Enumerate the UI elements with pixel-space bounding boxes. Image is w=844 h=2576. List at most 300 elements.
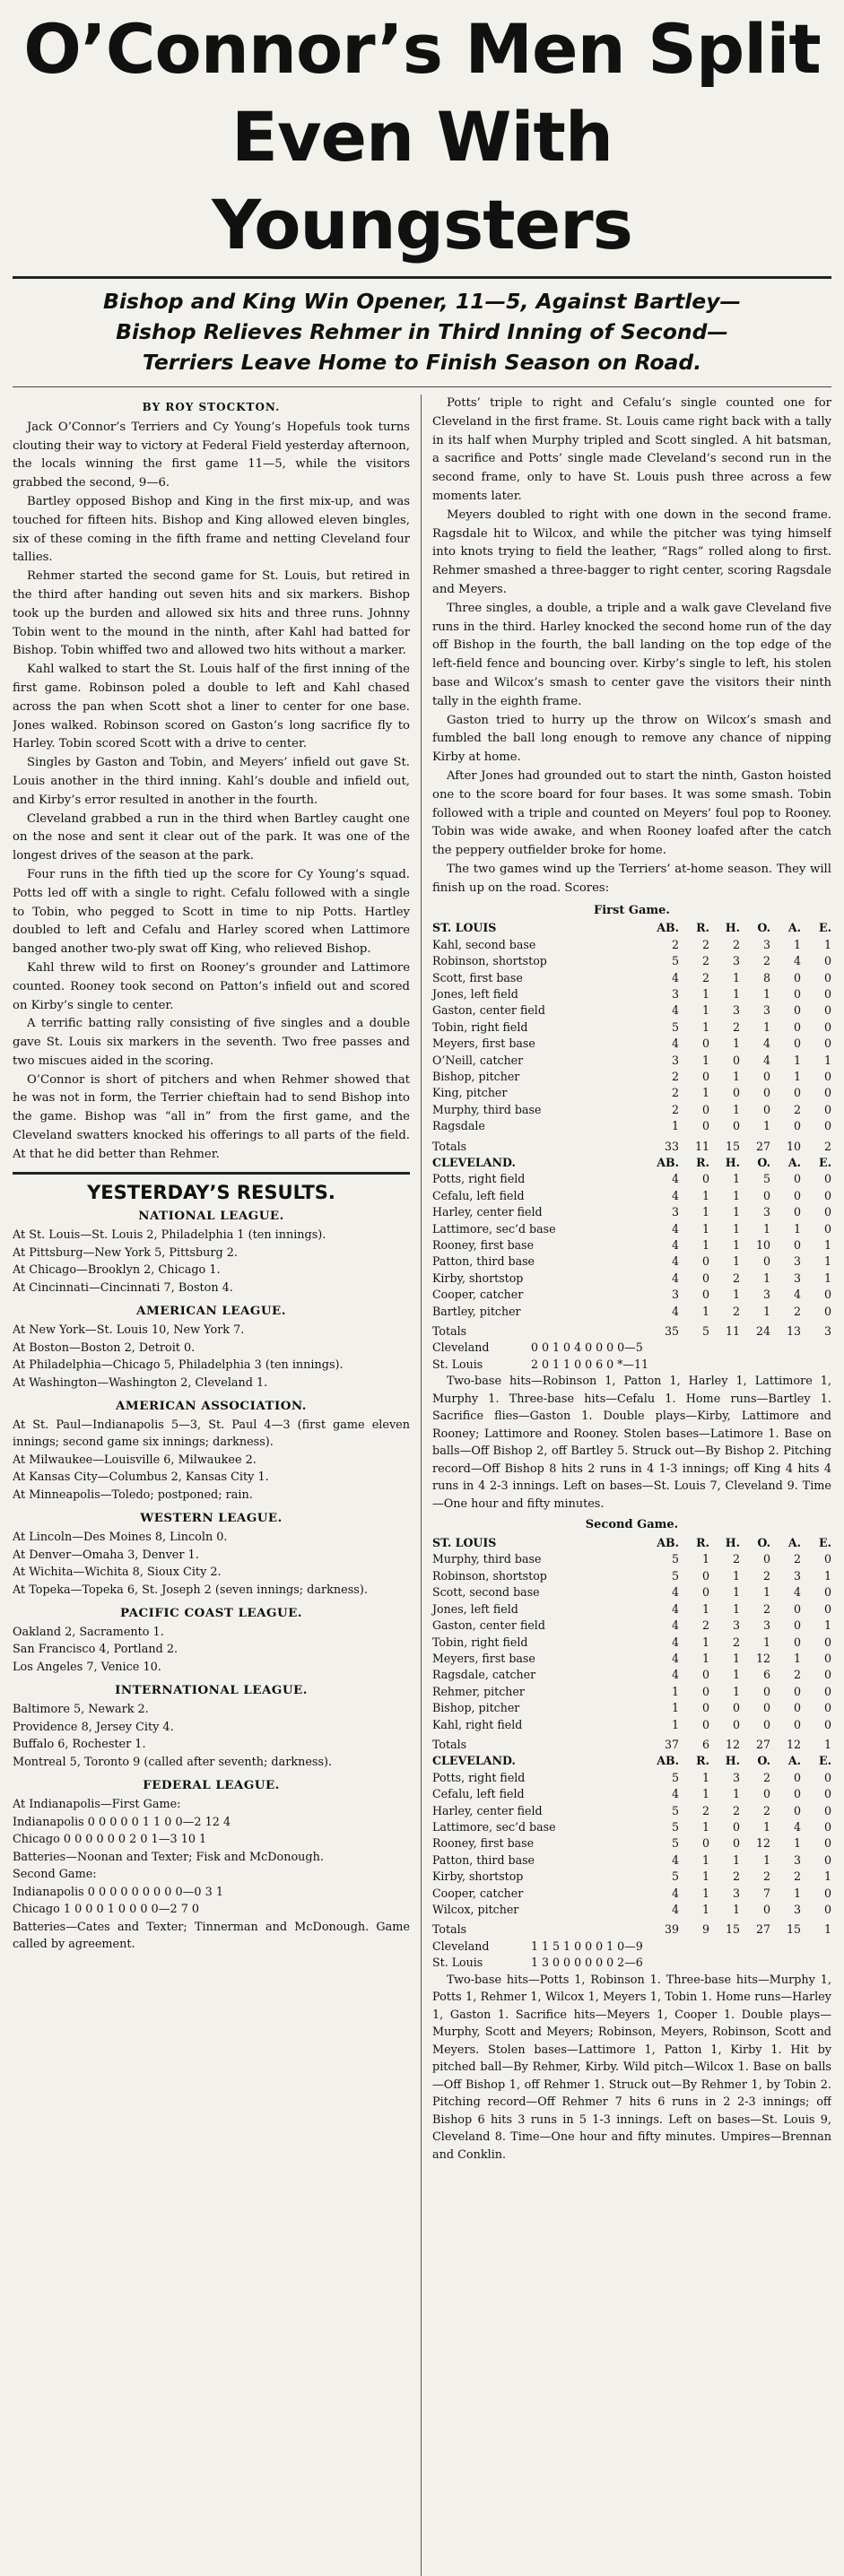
player-name: Murphy, third base: [432, 1102, 542, 1116]
box-score-table: [432, 1155, 831, 1340]
stat-cell: 0: [701, 1271, 709, 1285]
stat-cell: 1: [793, 1886, 801, 1900]
stat-cell: 1: [732, 1787, 740, 1801]
stat-cell: 2: [762, 1869, 770, 1884]
stat-cell: 0: [823, 1119, 831, 1133]
player-name: Wilcox, pitcher: [432, 1903, 519, 1917]
stat-cell: 1: [732, 1684, 740, 1698]
stat-cell: 4: [671, 1903, 679, 1917]
article-columns: [13, 395, 831, 2576]
team-name: ST. LOUIS: [432, 1536, 497, 1550]
game-result: Providence 8, Jersey City 4.: [13, 1720, 174, 1734]
story-paragraph: Potts’ triple to right and Cefalu’s single counted one for Cleveland in the first frame. St. Louis came right back with a tally in its half when Murphy tripled and Scott singled. A hit batsman, a sacrifice and Potts’ single made Cleveland’s second run in the second frame, only to have St. Louis push three across a few moments later.: [432, 396, 831, 503]
player-row: [432, 1819, 831, 1835]
stat-cell: 1: [823, 1869, 831, 1884]
stat-cell: 5: [671, 1803, 679, 1817]
total-cell: 15: [786, 1922, 801, 1937]
player-row: [432, 1835, 831, 1852]
stat-cell: 0: [793, 1770, 801, 1784]
stat-cell: 0: [823, 1102, 831, 1116]
stat-cell: 1: [732, 1903, 740, 1917]
story-right: [432, 395, 831, 898]
column-header: R.: [696, 1754, 709, 1768]
player-name: Tobin, right field: [432, 1635, 528, 1649]
stat-cell: 5: [671, 1819, 679, 1834]
total-cell: 27: [755, 1922, 770, 1937]
game-result: At New York—St. Louis 10, New York 7.: [13, 1323, 245, 1338]
game-summary: Two-base hits—Robinson 1, Patton 1, Harley 1, Lattimore 1, Murphy 1. Three-base hits—Cefalu 1. Home runs—Bartley 1. Sacrifice flies—Gaston 1. Double plays—Kirby, Lattimore and Rooney; Lattimore and Rooney. Stolen bases—Latimore 1. Base on balls—Off Bishop 2, off Bartley 5. Struck out—By Bishop 2. Pitching record—Off Bishop 8 hits 2 runs in 4 1-3 innings; off King 4 hits 4 runs in 4 2-3 innings. Left on bases—St. Louis 7, Cleveland 9. Time—One hour and fifty minutes.: [432, 1375, 831, 1511]
stat-cell: 5: [671, 1770, 679, 1784]
stat-cell: 0: [823, 1585, 831, 1600]
player-name: Kahl, right field: [432, 1717, 523, 1731]
line-score-innings: 0 0 1 0 4 0 0 0 0—5: [531, 1340, 643, 1355]
stat-cell: 0: [762, 1102, 770, 1116]
stat-cell: 1: [762, 1585, 770, 1600]
deck-rule: [13, 386, 831, 387]
stat-cell: 0: [793, 1086, 801, 1100]
stat-cell: 0: [823, 1304, 831, 1318]
line-score-innings: 1 3 0 0 0 0 0 0 2—6: [531, 1956, 643, 1970]
player-row: [432, 1635, 831, 1651]
story-paragraph: A terrific batting rally consisting of five singles and a double gave St. Louis six markers in the seventh. Two free passes and two miscues aided in the scoring.: [13, 1017, 410, 1068]
total-cell: 35: [664, 1324, 679, 1339]
story-paragraph: Jack O’Connor’s Terriers and Cy Young’s Hopefuls took turns clouting their way to victory at Federal Field yesterday afternoon, the locals winning the first game 11—5, while the visitors grabbed the second, 9—6.: [13, 420, 410, 490]
stat-cell: 0: [793, 1635, 801, 1649]
stat-cell: 3: [671, 1053, 679, 1067]
player-name: Harley, center field: [432, 1205, 543, 1219]
line-score-innings: 2 0 1 1 0 0 6 0 *—11: [531, 1357, 649, 1371]
column-header: R.: [696, 921, 709, 935]
player-row: [432, 1601, 831, 1618]
league-heading: NATIONAL LEAGUE.: [138, 1209, 284, 1224]
story-paragraph: The two games wind up the Terriers’ at-home season. They will finish up on the road. Scores:: [432, 862, 831, 895]
stat-cell: 0: [823, 1717, 831, 1731]
stat-cell: 3: [793, 1852, 801, 1867]
player-row: [432, 1803, 831, 1819]
stat-cell: 2: [762, 1601, 770, 1616]
stat-cell: 0: [823, 1903, 831, 1917]
player-name: Rooney, first base: [432, 1238, 535, 1253]
stat-cell: 4: [671, 1618, 679, 1633]
stat-cell: 1: [823, 1568, 831, 1583]
column-header: A.: [787, 1754, 801, 1768]
total-cell: 1: [823, 1922, 831, 1937]
stat-cell: 1: [732, 1102, 740, 1116]
totals-label: Totals: [432, 1139, 467, 1153]
stat-cell: 0: [732, 1086, 740, 1100]
stat-cell: 1: [823, 1254, 831, 1269]
second-game-heading: Second Game.: [585, 1518, 679, 1532]
stat-cell: 1: [701, 1635, 709, 1649]
total-cell: 9: [701, 1922, 709, 1937]
stat-cell: 3: [793, 1271, 801, 1285]
game-result: At Wichita—Wichita 8, Sioux City 2.: [13, 1566, 222, 1580]
stat-cell: 0: [823, 1188, 831, 1202]
player-row: [432, 1002, 831, 1019]
player-row: [432, 1237, 831, 1253]
stat-cell: 2: [671, 1086, 679, 1100]
total-cell: 1: [823, 1737, 831, 1751]
stat-cell: 3: [671, 986, 679, 1001]
stat-cell: 0: [823, 1819, 831, 1834]
stat-cell: 0: [823, 1003, 831, 1018]
player-row: [432, 1271, 831, 1287]
stat-cell: 1: [762, 1852, 770, 1867]
player-name: Lattimore, sec’d base: [432, 1221, 556, 1236]
stat-cell: 0: [732, 1717, 740, 1731]
player-row: [432, 1618, 831, 1634]
team-name: CLEVELAND.: [432, 1156, 516, 1169]
player-name: Cooper, catcher: [432, 1288, 524, 1302]
game-result: At St. Paul—Indianapolis 5—3, St. Paul 4—3 (first game eleven innings; second game six innings; darkness).: [13, 1418, 410, 1450]
player-name: King, pitcher: [432, 1086, 508, 1100]
total-cell: 2: [823, 1139, 831, 1153]
stat-cell: 4: [793, 954, 801, 968]
game-result: Baltimore 5, Newark 2.: [13, 1703, 149, 1717]
player-row: [432, 1253, 831, 1270]
player-row: [432, 1085, 831, 1101]
stat-cell: 1: [701, 1869, 709, 1884]
stat-cell: 0: [701, 1172, 709, 1186]
stat-cell: 4: [671, 1852, 679, 1867]
stat-cell: 1: [823, 937, 831, 951]
stat-cell: 5: [671, 1019, 679, 1034]
game-result: At Kansas City—Columbus 2, Kansas City 1.: [13, 1470, 269, 1485]
total-cell: 11: [725, 1324, 740, 1339]
stat-cell: 0: [762, 1552, 770, 1566]
game-result: Indianapolis 0 0 0 0 0 1 1 0 0—2 12 4: [13, 1815, 231, 1829]
line-score-team: Cleveland: [432, 1939, 490, 1953]
stat-cell: 12: [755, 1651, 770, 1665]
player-row: [432, 1886, 831, 1902]
player-name: Ragsdale: [432, 1119, 485, 1133]
player-name: Bishop, pitcher: [432, 1701, 520, 1715]
total-cell: 12: [725, 1737, 740, 1751]
game-result: At Philadelphia—Chicago 5, Philadelphia 3 (ten innings).: [13, 1358, 344, 1373]
stat-cell: 1: [793, 1053, 801, 1067]
stat-cell: 0: [793, 1172, 801, 1186]
stat-cell: 0: [793, 1205, 801, 1219]
results-list: [13, 1207, 410, 1953]
column-header: H.: [725, 1754, 740, 1768]
stat-cell: 0: [732, 1836, 740, 1851]
stat-cell: 1: [823, 1618, 831, 1633]
stat-cell: 5: [671, 1568, 679, 1583]
stat-cell: 2: [732, 1803, 740, 1817]
stat-cell: 1: [701, 1205, 709, 1219]
stat-cell: 0: [793, 1238, 801, 1253]
player-row: [432, 1700, 831, 1716]
stat-cell: 2: [732, 1019, 740, 1034]
stat-cell: 1: [762, 1819, 770, 1834]
player-name: Robinson, shortstop: [432, 1568, 547, 1583]
stat-cell: 4: [762, 1053, 770, 1067]
player-name: Gaston, center field: [432, 1003, 545, 1018]
stat-cell: 3: [762, 1288, 770, 1302]
player-name: Kirby, shortstop: [432, 1271, 524, 1285]
stat-cell: 0: [701, 1119, 709, 1133]
player-row: [432, 1019, 831, 1036]
stat-cell: 1: [732, 1238, 740, 1253]
stat-cell: 2: [671, 1102, 679, 1116]
story-paragraph: Rehmer started the second game for St. Louis, but retired in the third after handing out seven hits and six markers. Bishop took up the burden and allowed six hits and three runs. Johnny Tobin went to the mound in the ninth, after Kahl had batted for Bishop. Tobin whiffed two and allowed two hits without a marker.: [13, 569, 410, 658]
stat-cell: 1: [762, 1635, 770, 1649]
line-score-team: St. Louis: [432, 1357, 483, 1371]
game-result: At Washington—Washington 2, Cleveland 1.: [13, 1375, 268, 1390]
stat-cell: 0: [823, 1172, 831, 1186]
player-row: [432, 1171, 831, 1187]
stat-cell: 1: [732, 1172, 740, 1186]
box-header-row: [432, 920, 831, 936]
league-heading: WESTERN LEAGUE.: [140, 1511, 283, 1526]
stat-cell: 0: [762, 1701, 770, 1715]
stat-cell: 1: [732, 1254, 740, 1269]
column-header: O.: [757, 1536, 770, 1550]
stat-cell: 1: [701, 1770, 709, 1784]
results-rule: [13, 1172, 410, 1175]
player-row: [432, 1204, 831, 1220]
stat-cell: 1: [701, 1601, 709, 1616]
total-cell: 24: [755, 1324, 770, 1339]
stat-cell: 4: [671, 1601, 679, 1616]
player-name: Meyers, first base: [432, 1036, 535, 1051]
column-header: A.: [787, 1536, 801, 1550]
player-name: Scott, first base: [432, 970, 523, 984]
stat-cell: 1: [701, 1238, 709, 1253]
stat-cell: 0: [732, 1819, 740, 1834]
stat-cell: 0: [793, 1803, 801, 1817]
deck: [13, 286, 831, 377]
stat-cell: 0: [701, 1254, 709, 1269]
total-cell: 3: [823, 1324, 831, 1339]
byline: BY ROY STOCKTON.: [142, 401, 281, 413]
stat-cell: 1: [732, 1205, 740, 1219]
stat-cell: 1: [732, 1651, 740, 1665]
stat-cell: 2: [732, 1304, 740, 1318]
player-row: [432, 1036, 831, 1052]
stat-cell: 4: [793, 1585, 801, 1600]
stat-cell: 4: [671, 1221, 679, 1236]
stat-cell: 1: [732, 1288, 740, 1302]
team-name: ST. LOUIS: [432, 921, 497, 935]
game-result: At Topeka—Topeka 6, St. Joseph 2 (seven innings; darkness).: [13, 1583, 368, 1597]
player-row: [432, 1667, 831, 1683]
stat-cell: 0: [823, 1684, 831, 1698]
column-header: E.: [819, 1754, 831, 1768]
league-heading: INTERNATIONAL LEAGUE.: [115, 1683, 308, 1698]
total-cell: 10: [786, 1139, 801, 1153]
stat-cell: 2: [793, 1668, 801, 1682]
stat-cell: 4: [671, 970, 679, 984]
stat-cell: 1: [732, 1221, 740, 1236]
stat-cell: 0: [701, 1701, 709, 1715]
stat-cell: 1: [732, 1069, 740, 1083]
stat-cell: 0: [823, 1205, 831, 1219]
stat-cell: 0: [762, 1684, 770, 1698]
stat-cell: 0: [793, 1601, 801, 1616]
stat-cell: 1: [701, 1852, 709, 1867]
stat-cell: 5: [671, 1836, 679, 1851]
player-name: Jones, left field: [432, 1601, 518, 1616]
player-row: [432, 1852, 831, 1869]
stat-cell: 0: [701, 1036, 709, 1051]
player-row: [432, 1786, 831, 1802]
story-paragraph: Three singles, a double, a triple and a walk gave Cleveland five runs in the third. Harley knocked the second home run of the day off Bishop in the fourth, the ball landing on the top edge of the left-field fence and bouncing over. Kirby’s single to left, his stolen base and Wilcox’s smash to center gave the visitors their ninth tally in the eighth frame.: [432, 601, 831, 708]
stat-cell: 10: [755, 1238, 770, 1253]
league-heading: PACIFIC COAST LEAGUE.: [120, 1606, 302, 1621]
stat-cell: 4: [671, 1585, 679, 1600]
line-score-row: [432, 1340, 831, 1356]
total-cell: 5: [701, 1324, 709, 1339]
total-cell: 11: [694, 1139, 709, 1153]
column-header: E.: [819, 1536, 831, 1550]
stat-cell: 0: [762, 1069, 770, 1083]
stat-cell: 0: [793, 1701, 801, 1715]
player-name: Patton, third base: [432, 1852, 535, 1867]
league-heading: AMERICAN ASSOCIATION.: [116, 1399, 307, 1414]
stat-cell: 0: [823, 1552, 831, 1566]
stat-cell: 1: [701, 1819, 709, 1834]
column-header: AB.: [657, 1754, 679, 1768]
player-row: [432, 937, 831, 953]
totals-row: [432, 1320, 831, 1340]
line-score-row: [432, 1955, 831, 1971]
stat-cell: 0: [701, 1717, 709, 1731]
player-row: [432, 1053, 831, 1069]
stat-cell: 2: [732, 1869, 740, 1884]
stat-cell: 2: [701, 1803, 709, 1817]
stat-cell: 0: [823, 1803, 831, 1817]
stat-cell: 1: [762, 1304, 770, 1318]
second-game-box: [432, 1535, 831, 2164]
player-row: [432, 1902, 831, 1918]
total-cell: 39: [664, 1922, 679, 1937]
stat-cell: 0: [701, 1668, 709, 1682]
stat-cell: 0: [823, 1701, 831, 1715]
stat-cell: 0: [793, 1003, 801, 1018]
player-name: Potts, right field: [432, 1172, 526, 1186]
player-name: O’Neill, catcher: [432, 1053, 524, 1067]
total-cell: 12: [786, 1737, 801, 1751]
stat-cell: 1: [701, 1221, 709, 1236]
total-cell: 6: [701, 1737, 709, 1751]
stat-cell: 4: [671, 1254, 679, 1269]
player-row: [432, 986, 831, 1002]
player-name: Bishop, pitcher: [432, 1069, 520, 1083]
stat-cell: 4: [793, 1819, 801, 1834]
stat-cell: 3: [762, 1205, 770, 1219]
stat-cell: 4: [671, 1238, 679, 1253]
stat-cell: 0: [732, 1053, 740, 1067]
stat-cell: 1: [732, 986, 740, 1001]
total-cell: 27: [755, 1737, 770, 1751]
stat-cell: 0: [701, 1069, 709, 1083]
totals-label: Totals: [432, 1737, 467, 1751]
results-title: YESTERDAY’S RESULTS.: [87, 1181, 335, 1203]
player-name: Scott, second base: [432, 1585, 540, 1600]
box-score-table: [432, 1753, 831, 1938]
stat-cell: 1: [823, 1238, 831, 1253]
player-row: [432, 1102, 831, 1118]
stat-cell: 4: [762, 1036, 770, 1051]
stat-cell: 7: [762, 1886, 770, 1900]
stat-cell: 0: [823, 1852, 831, 1867]
column-header: A.: [787, 1156, 801, 1169]
totals-row: [432, 1733, 831, 1753]
game-result: San Francisco 4, Portland 2.: [13, 1643, 178, 1657]
stat-cell: 5: [671, 1552, 679, 1566]
story-paragraph: After Jones had grounded out to start the ninth, Gaston hoisted one to the score board for four bases. It was some smash. Tobin followed with a triple and counted on Meyers’ foul pop to Rooney. Tobin was wide awake, and when Rooney loafed after the catch the peppery outfielder broke for home.: [432, 768, 831, 858]
team-name: CLEVELAND.: [432, 1754, 516, 1768]
column-header: O.: [757, 1156, 770, 1169]
box-header-row: [432, 1535, 831, 1551]
stat-cell: 1: [671, 1717, 679, 1731]
stat-cell: 2: [671, 1069, 679, 1083]
stat-cell: 3: [732, 1886, 740, 1900]
player-name: Rehmer, pitcher: [432, 1684, 525, 1698]
column-header: H.: [725, 1536, 740, 1550]
player-row: [432, 1551, 831, 1567]
right-column: [422, 395, 831, 2576]
stat-cell: 0: [701, 1684, 709, 1698]
column-header: AB.: [657, 1156, 679, 1169]
story-paragraph: Kahl threw wild to first on Rooney’s grounder and Lattimore counted. Rooney took second on Patton’s infield out and scored on Kirby’s single to center.: [13, 960, 410, 1012]
stat-cell: 5: [671, 954, 679, 968]
story-left: [13, 419, 410, 1165]
player-name: Robinson, shortstop: [432, 954, 547, 968]
stat-cell: 3: [762, 1003, 770, 1018]
stat-cell: 1: [701, 1552, 709, 1566]
deck-line: Terriers Leave Home to Finish Season on Road.: [142, 350, 702, 375]
league-heading: FEDERAL LEAGUE.: [143, 1778, 280, 1793]
column-header: E.: [819, 921, 831, 935]
column-header: O.: [757, 921, 770, 935]
stat-cell: 0: [701, 1288, 709, 1302]
player-name: Meyers, first base: [432, 1651, 535, 1665]
player-name: Potts, right field: [432, 1770, 526, 1784]
stat-cell: 2: [732, 937, 740, 951]
player-name: Murphy, third base: [432, 1552, 542, 1566]
stat-cell: 4: [671, 1036, 679, 1051]
stat-cell: 4: [671, 1635, 679, 1649]
headline-line-2: Even With Youngsters: [212, 97, 632, 265]
stat-cell: 0: [793, 1036, 801, 1051]
stat-cell: 0: [762, 1787, 770, 1801]
stat-cell: 3: [793, 1903, 801, 1917]
stat-cell: 6: [762, 1668, 770, 1682]
stat-cell: 2: [732, 1635, 740, 1649]
stat-cell: 3: [732, 1770, 740, 1784]
stat-cell: 1: [701, 1886, 709, 1900]
column-header: AB.: [657, 1536, 679, 1550]
stat-cell: 0: [793, 1787, 801, 1801]
line-score-row: [432, 1357, 831, 1373]
game-result: At Indianapolis—First Game:: [13, 1798, 181, 1812]
totals-label: Totals: [432, 1324, 467, 1339]
stat-cell: 1: [701, 1651, 709, 1665]
stat-cell: 5: [671, 1869, 679, 1884]
stat-cell: 0: [793, 1019, 801, 1034]
stat-cell: 0: [701, 1585, 709, 1600]
player-name: Ragsdale, catcher: [432, 1668, 536, 1682]
story-paragraph: O’Connor is short of pitchers and when Rehmer showed that he was not in form, the Terrier chieftain had to send Bishop into the game. Bishop was “all in” from the first game, and the Cleveland swatters knocked his offerings to all parts of the field. At that he did better than Rehmer.: [13, 1072, 410, 1161]
player-name: Tobin, right field: [432, 1019, 528, 1034]
stat-cell: 0: [793, 1684, 801, 1698]
stat-cell: 0: [762, 1086, 770, 1100]
player-name: Cefalu, left field: [432, 1188, 525, 1202]
stat-cell: 4: [671, 1271, 679, 1285]
player-name: Cefalu, left field: [432, 1787, 525, 1801]
